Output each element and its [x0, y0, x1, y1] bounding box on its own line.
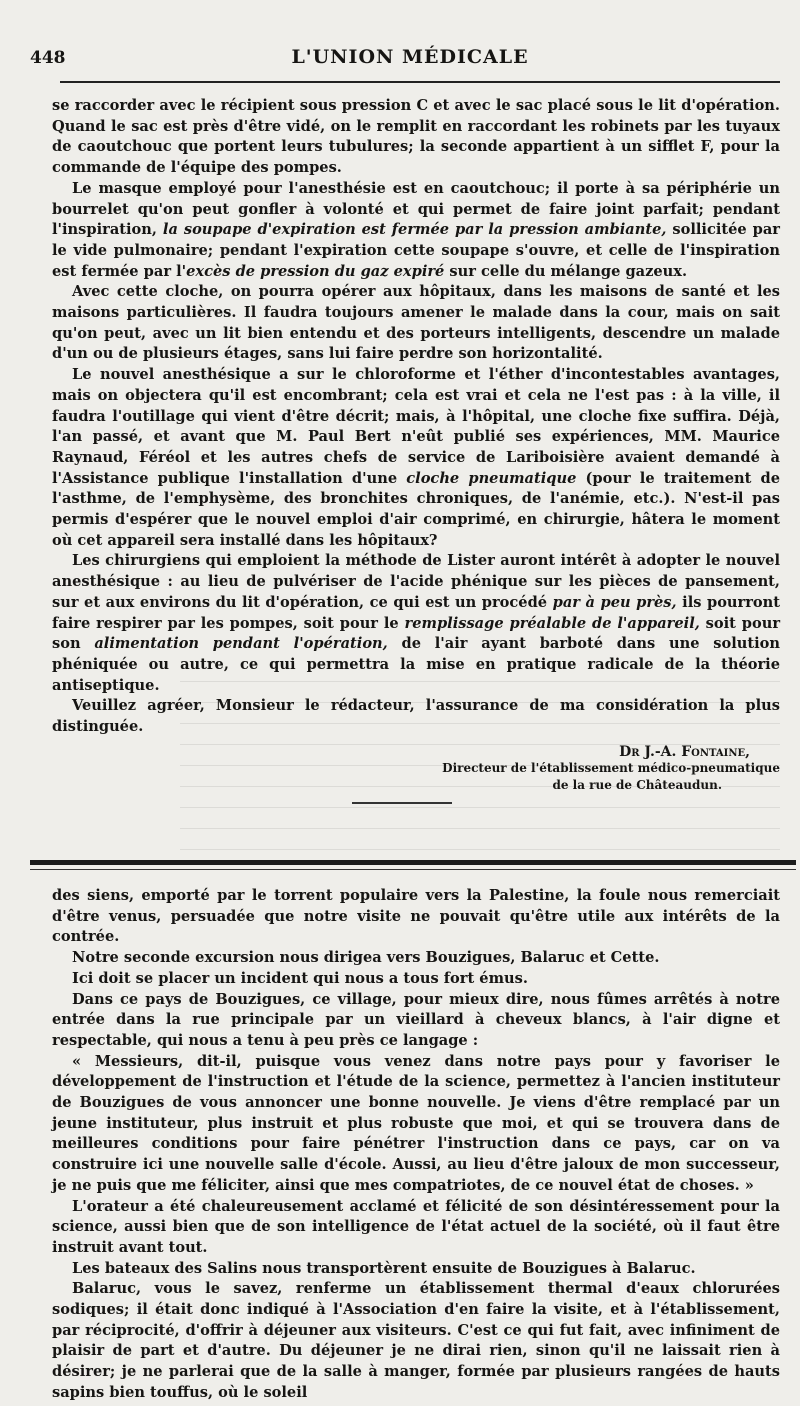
- text-run: (pour le traitement de l'asthme, de l'emphysème, des bronchites chroniques, de l'anémie, etc.). N'est-il pas permis d'espérer que le nouvel emploi d'air comprimé, en chirurgie, hâtera le moment où cet appareil sera installé dans les hôpitaux?: [52, 469, 780, 549]
- paragraph: Ici doit se placer un incident qui nous a tous fort émus.: [72, 969, 528, 987]
- italic-run: excès de pression du gaz expiré: [186, 262, 445, 280]
- text-run: de l'air ayant barboté dans une solution phéniquée ou autre, ce qui permettra la mise en pratique radicale de la théorie antiseptique.: [52, 635, 780, 694]
- text-run: Le masque employé pour l'anesthésie est en caoutchouc; il porte à sa périphérie un bourrelet qu'on peut gonfler à volonté et qui permet de faire joint parfait; pendant l'inspiration,: [52, 179, 780, 239]
- italic-run: par à peu près,: [552, 593, 677, 611]
- text-run: ils pourront faire respirer par les pompes, soit pour le: [52, 593, 781, 632]
- signature-line: Directeur de l'établissement médico-pneumatique: [442, 760, 780, 775]
- page-number: 448: [30, 48, 66, 68]
- paragraph: Avec cette cloche, on pourra opérer aux hôpitaux, dans les maisons de santé et les maisons particulières. Il faudra toujours amener le malade dans la cour, mais on sait qu'on peut, avec un lit bien entendu et des porteurs intelligents, descendre un malade d'un ou de plusieurs étages, sans lui faire perdre son horizontalité.: [52, 283, 780, 363]
- short-separator: [352, 802, 452, 804]
- signature: Dr J.-A. Fontaine,: [619, 743, 750, 760]
- paragraph-lister: [52, 551, 780, 696]
- text-run: Les chirurgiens qui emploient la méthode de Lister auront intérêt à adopter le nouvel anesthésique : au lieu de pulvériser de l'acide phénique sur les pièces de pansement, sur et aux environs du lit d'opération, ce qui est un procédé: [52, 552, 780, 611]
- feuilleton-rule-thick: [30, 860, 796, 865]
- paragraph: « Messieurs, dit-il, puisque vous venez dans notre pays pour y favoriser le développement de l'instruction et l'étude de la science, permettez à l'ancien instituteur de Bouzigues de vous annoncer une bonne nouvelle. Je viens d'être remplacé par un jeune instituteur, plus instruit et plus robuste que moi, et qui se trouvera dans de meilleures conditions pour faire pénétrer l'instruction dans ce pays, car on va construire ici une nouvelle salle d'école. Aussi, au lieu d'être jaloux de mon successeur, je ne puis que me féliciter, ainsi que mes compatriotes, de ce nouvel état de choses. »: [52, 1052, 780, 1194]
- paragraph: Balaruc, vous le savez, renferme un établissement thermal d'eaux chlorurées sodiques; il était donc indiqué à l'Association d'en faire la visite, et à l'établissement, par réciprocité, d'offrir à déjeuner aux visiteurs. C'est ce qui fut fait, avec infiniment de plaisir de part et d'autre. Du déjeuner je ne dirai rien, sinon qu'il ne laissait rien à désirer; je ne parlerai que de la salle à manger, formée par plusieurs rangées de hauts sapins bien touffus, où le soleil: [52, 1280, 780, 1401]
- header-rule: [60, 81, 780, 83]
- paragraph: se raccorder avec le récipient sous pression C et avec le sac placé sous le lit d'opération. Quand le sac est près d'être vidé, on le remplit en raccordant les robinets par les tuyaux de caoutchouc que portent leurs tubulures; la seconde appartient à un sifflet F, pour la commande de l'équipe des pompes.: [52, 97, 780, 177]
- italic-run: la soupape d'expiration est fermée par la pression ambiante,: [162, 221, 667, 239]
- paragraph: des siens, emporté par le torrent populaire vers la Palestine, la foule nous remerciait d'être venus, persuadée que notre visite ne pouvait qu'être utile aux intérêts de la contrée.: [52, 887, 780, 946]
- text-run: soit pour son: [52, 614, 781, 653]
- paragraph-mask: [52, 179, 780, 283]
- text-run: sollicitée par le vide pulmonaire; pendant l'expiration cette soupape s'ouvre, et celle de l'inspiration est fermée par l': [52, 221, 780, 280]
- italic-run: alimentation pendant l'opération,: [94, 635, 388, 653]
- paragraph: L'orateur a été chaleureusement acclamé et félicité de son désintéressement pour la science, aussi bien que de son intelligence de l'état actuel de la société, où il faut être instruit avant tout.: [52, 1197, 780, 1256]
- signature-line: de la rue de Châteaudun.: [552, 777, 722, 792]
- text-run: Le nouvel anesthésique a sur le chloroforme et l'éther d'incontestables avantages, mais on objectera qu'il est encombrant; cela est vrai et cela ne l'est pas : à la ville, il faudra l'outillage qui vient d'être décrit; mais, à l'hôpital, une cloche fixe suffira. Déjà, l'an passé, et avant que M. Paul Bert n'eût publié ses expériences, MM. Maurice Raynaud, Féréol et les autres chefs de service de Lariboisière avaient demandé à l'Assistance publique l'installation d'une: [52, 366, 780, 487]
- paragraph: Dans ce pays de Bouzigues, ce village, pour mieux dire, nous fûmes arrêtés à notre entrée dans la rue principale par un vieillard à cheveux blancs, à l'air digne et respectable, qui nous a tenu à peu près ce langage :: [52, 990, 780, 1049]
- italic-run: remplissage préalable de l'appareil,: [404, 614, 700, 632]
- paragraph-anesthetic: [52, 365, 780, 551]
- page-header: [30, 44, 790, 76]
- feuilleton-rule-thin: [30, 869, 796, 870]
- running-title: L'UNION MÉDICALE: [291, 46, 529, 68]
- paragraph-closing: Veuillez agréer, Monsieur le rédacteur, l'assurance de ma considération la plus distinguée.: [52, 697, 780, 736]
- feuilleton-article: [52, 886, 780, 1404]
- signature-affiliation: [52, 760, 780, 794]
- paragraph: Les bateaux des Salins nous transportèrent ensuite de Bouzigues à Balaruc.: [72, 1259, 696, 1277]
- text-run: sur celle du mélange gazeux.: [444, 262, 688, 280]
- top-article: [52, 96, 780, 794]
- italic-run: cloche pneumatique: [406, 469, 577, 487]
- paragraph: Notre seconde excursion nous dirigea vers Bouzigues, Balaruc et Cette.: [72, 949, 660, 967]
